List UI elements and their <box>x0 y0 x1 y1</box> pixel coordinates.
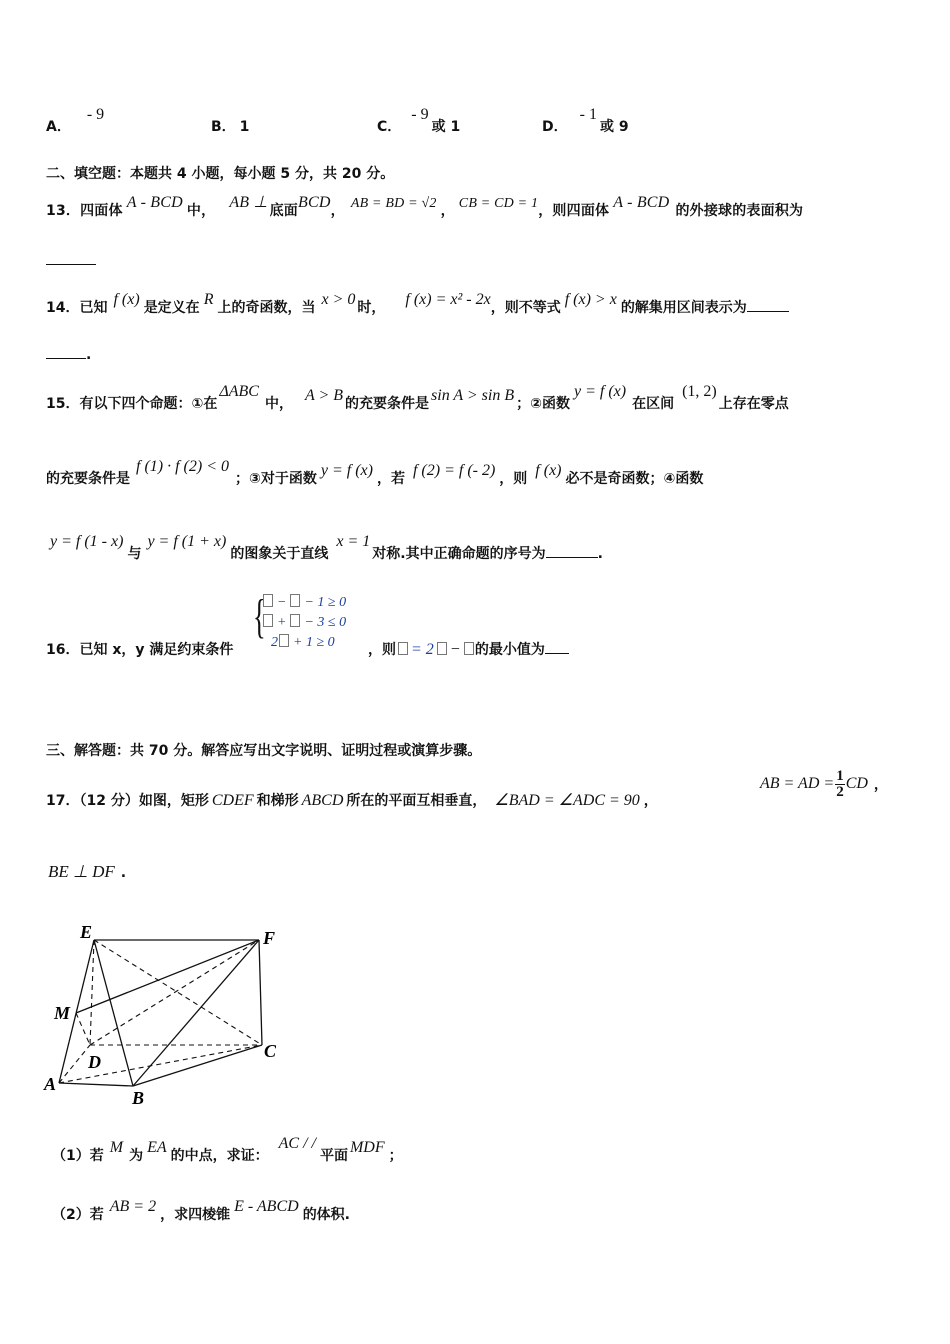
q15-l2-math-2: y = f (x) <box>320 462 373 479</box>
q16-var-y-icon <box>464 642 474 655</box>
q17-p1-number: （1）若 <box>52 1148 104 1164</box>
choice-a <box>46 106 105 136</box>
section3-heading: 三、解答题：共 70 分。解答应写出文字说明、证明过程或演算步骤。 <box>46 743 482 759</box>
q15-text-4: 在区间 <box>632 396 675 412</box>
q17-frac-den: 2 <box>836 783 844 800</box>
q15-answer-blank <box>546 545 598 558</box>
q17-text-1: 和梯形 <box>256 793 299 809</box>
label-C: C <box>264 1041 277 1061</box>
q16-answer-blank <box>545 641 569 654</box>
choice-a-value: - 9 <box>86 106 105 123</box>
q15-l2-text-3: ，若 <box>376 471 405 487</box>
q15-l3-math-3: x = 1 <box>336 533 371 550</box>
q16-minus: − <box>450 641 460 658</box>
q14-text-1: 是定义在 <box>143 300 200 316</box>
q17-p2-number: （2）若 <box>52 1207 104 1223</box>
q14-answer-blank-1 <box>747 299 789 312</box>
q15-l2-text-1: 的充要条件是 <box>46 471 130 487</box>
q16-brace: { <box>253 590 266 643</box>
q14-text-5: 的解集用区间表示为 <box>620 300 747 316</box>
edge-DF <box>90 940 259 1045</box>
q17-frac-num: 1 <box>836 767 844 784</box>
edge-BF <box>133 940 259 1086</box>
edge-MD <box>76 1013 90 1045</box>
q15-line-3 <box>46 533 603 563</box>
q15-text-3: ；②函数 <box>516 396 570 412</box>
q13-text-5: ，则四面体 <box>538 203 610 219</box>
q14-math-5: f (x) > x <box>564 291 617 308</box>
q13-text-4: ， <box>440 203 455 219</box>
q17-p2-text-1: ，求四棱锥 <box>160 1207 231 1223</box>
q14-math-4: f (x) = x² - 2x <box>405 291 491 308</box>
q14-math-3: x > 0 <box>321 291 356 308</box>
label-A: A <box>44 1074 57 1094</box>
q17-p2-math-2: E - ABCD <box>234 1198 299 1215</box>
q15-text-5: 上存在零点 <box>718 396 789 412</box>
q14-text-2: 上的奇函数，当 <box>217 300 316 316</box>
q13-text-1: 中， <box>186 203 216 219</box>
q13-math-2: AB ⊥ <box>229 194 268 211</box>
q16-text-1: ，则 <box>368 642 396 658</box>
choice-b-value: 1 <box>239 119 250 135</box>
q13-math-5: CB = CD = 1 <box>458 196 539 211</box>
q15-math-2: A > B <box>304 387 344 404</box>
q16-text-2: 的最小值为 <box>474 642 545 658</box>
q13-answer-blank <box>46 252 96 265</box>
q17-text-2: 所在的平面互相垂直， <box>346 793 487 809</box>
q15-math-5: (1, 2) <box>682 383 717 400</box>
q17-p1-text-4: ； <box>388 1148 403 1164</box>
q17-math-4a: AB = AD = <box>760 775 835 792</box>
q14-line-2 <box>46 346 91 363</box>
q17-math-1: CDEF <box>211 792 254 809</box>
q15-l2-math-4: f (x) <box>535 462 562 479</box>
q17-p1-math-2: EA <box>147 1139 167 1156</box>
q14-answer-blank-2 <box>46 346 86 359</box>
q17-math-4b: CD <box>845 775 868 792</box>
q13-math-4: AB = BD = √2 <box>350 196 437 211</box>
choice-d-label: D． <box>542 119 568 135</box>
q17-text-3: ， <box>643 793 658 809</box>
q17-p1-math-3: AC / / <box>278 1135 316 1152</box>
label-M: M <box>54 1003 71 1023</box>
q15-l3-math-1: y = f (1 - x) <box>50 533 124 550</box>
q17-part-2 <box>52 1198 351 1224</box>
q13-line <box>46 194 804 220</box>
q17-p2-text-2: 的体积. <box>302 1207 351 1223</box>
q17-p1-math-1: M <box>109 1139 124 1156</box>
label-F: F <box>263 928 276 948</box>
edge-FC <box>259 940 262 1045</box>
q16-number: 16．已知 x，y 满足约束条件 <box>46 642 234 658</box>
q15-l3-text-3: 对称.其中正确命题的序号为 <box>372 546 546 562</box>
q15-l3-text-2: 的图象关于直线 <box>230 546 329 562</box>
q17-fraction <box>835 769 845 800</box>
q13-text-2: 底面 <box>269 203 299 219</box>
label-D: D <box>88 1052 101 1072</box>
q17-ratio <box>760 767 888 801</box>
q16-constraint-3: 2 + 1 ≥ 0 <box>271 635 335 650</box>
q17-p1-text-3: 平面 <box>319 1148 348 1164</box>
choice-c-suffix: 或 1 <box>431 119 461 135</box>
edge-EC <box>94 940 262 1045</box>
q13-text-3: ， <box>330 203 345 219</box>
q15-l3-end: . <box>597 546 603 562</box>
label-E: E <box>80 922 93 942</box>
q16-var-x-icon <box>437 642 447 655</box>
q16-constraint-1: − − 1 ≥ 0 <box>262 594 346 611</box>
q17-text-5: . <box>120 865 127 881</box>
q13-text-6: 的外接球的表面积为 <box>675 203 804 219</box>
q17-math-2: ABCD <box>301 792 344 809</box>
q17-number: 17．（12 分）如图，矩形 <box>46 793 209 809</box>
choice-d-suffix: 或 9 <box>599 119 629 135</box>
q15-math-1: ΔABC <box>219 383 259 400</box>
q13-math-6: A - BCD <box>613 194 670 211</box>
q16-constraint-2: + − 3 ≤ 0 <box>262 614 346 631</box>
q15-number: 15．有以下四个命题：①在 <box>46 396 218 412</box>
q15-l3-text-1: 与 <box>127 546 142 562</box>
label-B: B <box>132 1088 145 1108</box>
choice-b <box>211 116 249 136</box>
q15-line-2 <box>46 458 704 488</box>
q15-l2-text-4: ，则 <box>499 471 528 487</box>
q17-line-1 <box>46 790 658 810</box>
q15-l2-math-3: f (2) = f (- 2) <box>412 462 496 479</box>
q17-math-5: BE ⊥ DF <box>48 862 115 881</box>
edge-AB <box>59 1083 133 1086</box>
q17-line-2 <box>48 862 126 882</box>
q16-var-z-icon <box>398 642 408 655</box>
q14-math-1: f (x) <box>113 291 140 308</box>
choice-d-value: - 1 <box>579 106 597 123</box>
q17-part-1 <box>52 1135 403 1165</box>
q15-text-1: 中， <box>264 396 293 412</box>
choice-d <box>542 106 629 136</box>
q14-text-3: 时， <box>357 300 386 316</box>
choice-c-label: C． <box>377 119 402 135</box>
q13-math-1: A - BCD <box>126 194 183 211</box>
q14-math-2: R <box>203 291 214 308</box>
q17-math-3: ∠BAD = ∠ADC = 90 <box>494 792 640 809</box>
q15-l2-text-2: ；③对于函数 <box>235 471 317 487</box>
q15-line-1 <box>46 383 789 413</box>
q15-math-3: sin A > sin B <box>431 387 515 404</box>
q13-math-3: BCD <box>298 194 331 211</box>
q16-tail <box>368 639 569 659</box>
q15-l2-math-1: f (1) · f (2) < 0 <box>136 458 229 475</box>
choice-c <box>377 106 461 136</box>
q17-p1-text-1: 为 <box>129 1148 144 1164</box>
q14-line <box>46 291 789 317</box>
q17-p1-math-4: MDF <box>349 1139 385 1156</box>
q17-p1-text-2: 的中点，求证： <box>170 1148 269 1164</box>
section2-heading: 二、填空题：本题共 4 小题，每小题 5 分，共 20 分。 <box>46 166 395 182</box>
q13-number: 13．四面体 <box>46 203 123 219</box>
q15-math-4: y = f (x) <box>573 383 627 400</box>
q16-eq: = 2 <box>411 641 434 658</box>
q17-geometry-figure <box>40 920 300 1110</box>
choice-b-label: B． <box>211 119 236 135</box>
q14-number: 14．已知 <box>46 300 108 316</box>
q15-l3-math-2: y = f (1 + x) <box>147 533 227 550</box>
q17-text-4: ， <box>873 777 888 793</box>
choice-a-label: A． <box>46 119 71 135</box>
q14-end: . <box>86 347 92 363</box>
q17-p2-math-1: AB = 2 <box>109 1198 157 1215</box>
q15-text-2: 的充要条件是 <box>345 396 430 412</box>
choice-c-value: - 9 <box>411 106 429 123</box>
q15-l2-text-5: 必不是奇函数；④函数 <box>565 471 704 487</box>
q14-text-4: ，则不等式 <box>490 300 561 316</box>
